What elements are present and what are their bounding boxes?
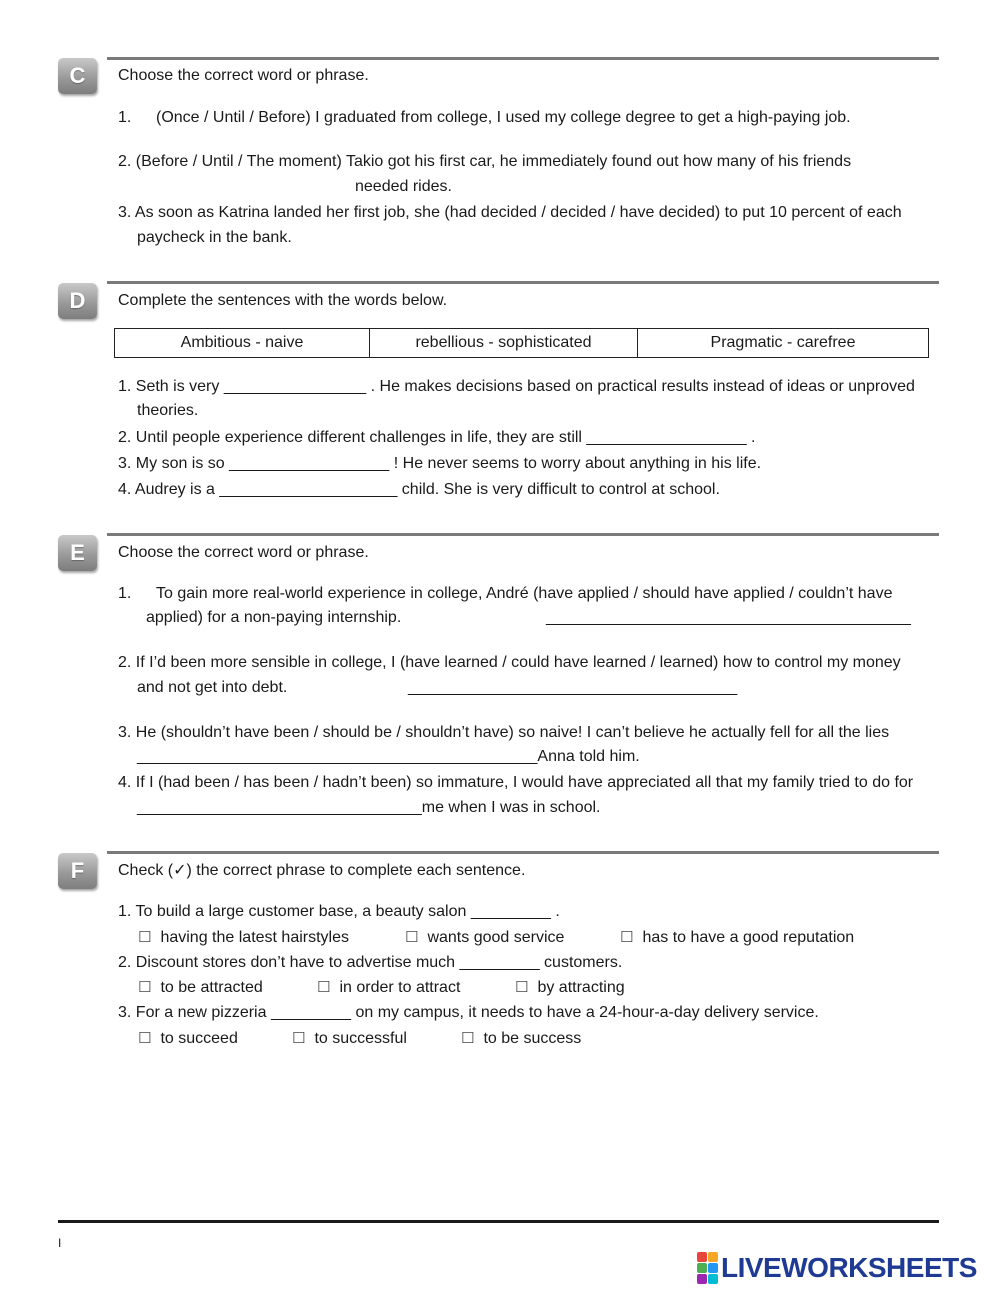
checkbox-icon[interactable]: ☐ (515, 979, 529, 996)
option-label: wants good service (427, 929, 565, 946)
liveworksheets-logo[interactable] (697, 1252, 977, 1284)
logo-square (708, 1252, 718, 1262)
section-f-question-1: 1. To build a large customer base, a beauty salon _________ . (118, 903, 560, 920)
checkbox-icon[interactable]: ☐ (292, 1030, 306, 1047)
section-e-badge: E (58, 535, 97, 571)
logo-square (697, 1252, 707, 1262)
option-label: to be attracted (160, 979, 263, 996)
section-d-rule (107, 281, 939, 284)
logo-square (708, 1263, 718, 1273)
section-c-item-2-line1: 2. (Before / Until / The moment) Takio got his first car, he immediately found out how many of his friends (118, 153, 852, 170)
section-e-rule (107, 533, 939, 536)
section-e-instruction: Choose the correct word or phrase. (118, 544, 369, 561)
checkbox-icon[interactable]: ☐ (138, 979, 152, 996)
checkbox-option[interactable] (405, 928, 564, 948)
logo-square (697, 1263, 707, 1273)
logo-square (697, 1274, 707, 1284)
word-box (114, 328, 929, 358)
checkbox-icon[interactable]: ☐ (138, 1030, 152, 1047)
checkbox-option[interactable] (292, 1029, 407, 1049)
section-c-item-1-number: 1. (118, 109, 132, 126)
option-label: by attracting (537, 979, 625, 996)
section-c-item-2-line2: needed rides. (355, 178, 452, 195)
footer-rule (58, 1220, 939, 1223)
section-f-instruction: Check (✓) the correct phrase to complete each sentence. (118, 862, 526, 879)
section-d-instruction: Complete the sentences with the words below. (118, 292, 448, 309)
logo-square (708, 1274, 718, 1284)
section-e-item-4-line2: ________________________________me when I was in school. (137, 799, 601, 816)
section-e-item-1-number: 1. (118, 585, 132, 602)
word-box-cell: Pragmatic - carefree (710, 334, 856, 351)
checkbox-option[interactable] (138, 1029, 238, 1049)
section-d-item-1-line1: 1. Seth is very ________________ . He makes decisions based on practical results instead of ideas or unproved (118, 378, 915, 395)
section-e-item-3-line2: _____________________________________________Anna told him. (137, 748, 640, 765)
section-c-item-1-text: (Once / Until / Before) I graduated from college, I used my college degree to get a high-paying job. (156, 109, 851, 126)
section-d-item-4: 4. Audrey is a ____________________ child. She is very difficult to control at school. (118, 481, 720, 498)
option-label: to succeed (160, 1030, 238, 1047)
checkbox-icon[interactable]: ☐ (317, 979, 331, 996)
section-d-item-1-line2: theories. (137, 402, 199, 419)
section-c-badge: C (58, 58, 97, 94)
checkbox-icon[interactable]: ☐ (138, 929, 152, 946)
section-c-item-3-line1: 3. As soon as Katrina landed her first job, she (had decided / decided / have decided) to put 10 percent of each (118, 204, 902, 221)
checkbox-option[interactable] (138, 978, 263, 998)
section-e-item-2-blank: _____________________________________ (408, 679, 738, 696)
option-label: to successful (314, 1030, 407, 1047)
checkbox-option[interactable] (317, 978, 460, 998)
section-c-item-3-line2: paycheck in the bank. (137, 229, 292, 246)
section-c-rule (107, 57, 939, 60)
section-d-item-2: 2. Until people experience different challenges in life, they are still __________________ . (118, 429, 756, 446)
section-f-question-3: 3. For a new pizzeria _________ on my campus, it needs to have a 24-hour-a-day delivery service. (118, 1004, 819, 1021)
logo-text: LIVEWORKSHEETS (721, 1252, 977, 1283)
option-label: to be success (483, 1030, 582, 1047)
section-e-item-1-line2: applied) for a non-paying internship. (146, 609, 402, 626)
section-d-badge: D (58, 283, 97, 319)
logo-mark-icon (697, 1252, 718, 1284)
section-e-item-4-line1: 4. If I (had been / has been / hadn’t been) so immature, I would have appreciated all that my family tried to do for (118, 774, 914, 791)
checkbox-icon[interactable]: ☐ (405, 929, 419, 946)
section-d-item-3: 3. My son is so __________________ ! He never seems to worry about anything in his life. (118, 455, 762, 472)
word-box-cell: Ambitious - naive (115, 329, 370, 357)
section-c-instruction: Choose the correct word or phrase. (118, 67, 369, 84)
section-e-item-1-blank: _________________________________________ (546, 609, 911, 626)
section-e-item-2-line1: 2. If I’d been more sensible in college, I (have learned / could have learned / learned) how to control my money (118, 654, 901, 671)
checkbox-option[interactable] (515, 978, 625, 998)
section-e-item-1-line1: To gain more real-world experience in college, André (have applied / should have applied / couldn’t have (156, 585, 893, 602)
page-mark: I (58, 1236, 62, 1250)
checkbox-icon[interactable]: ☐ (461, 1030, 475, 1047)
checkbox-option[interactable] (138, 928, 349, 948)
section-f-question-2: 2. Discount stores don’t have to advertise much _________ customers. (118, 954, 623, 971)
option-label: has to have a good reputation (642, 929, 855, 946)
option-label: in order to attract (339, 979, 461, 996)
checkbox-icon[interactable]: ☐ (620, 929, 634, 946)
section-e-item-2-line2: and not get into debt. (137, 679, 288, 696)
checkbox-option[interactable] (620, 928, 854, 948)
word-box-cell: rebellious - sophisticated (370, 329, 638, 357)
section-f-badge: F (58, 853, 97, 889)
option-label: having the latest hairstyles (160, 929, 349, 946)
checkbox-option[interactable] (461, 1029, 581, 1049)
section-f-rule (107, 851, 939, 854)
section-e-item-3-line1: 3. He (shouldn’t have been / should be / shouldn’t have) so naive! I can’t believe he actually fell for all the lies (118, 724, 890, 741)
